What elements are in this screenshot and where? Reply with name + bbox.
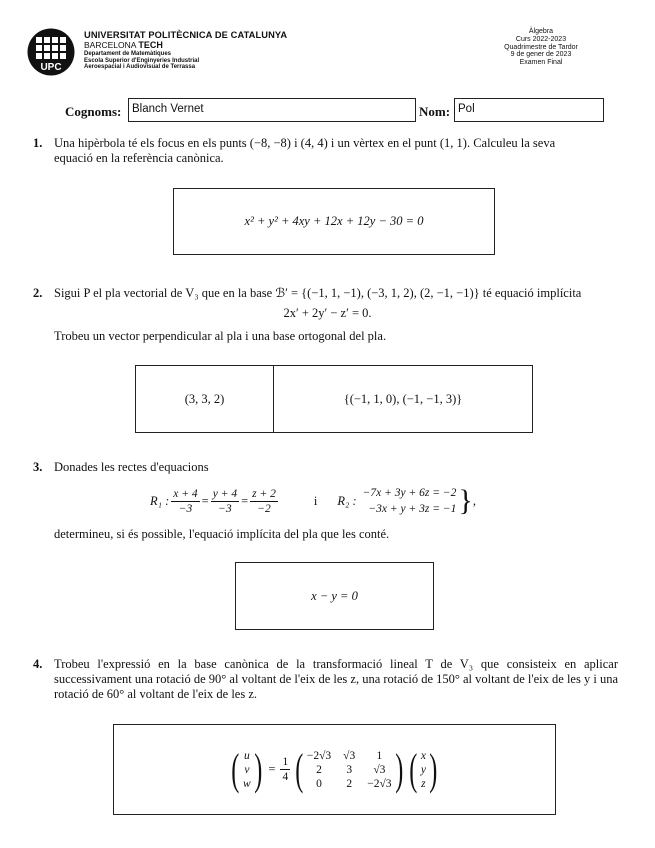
q1-text-line-1: Una hipèrbola té els focus en els punts (−8, −8) i (4, 4) i un vèrtex en el punt (1, 1). Calculeu la seva (54, 136, 556, 150)
school-line-2: Aeroespacial i Audiovisual de Terrassa (84, 64, 196, 71)
r2-label: R₂ : (337, 493, 357, 508)
name-label: Nom: (419, 104, 451, 119)
surname-label: Cognoms: (65, 104, 122, 119)
course-info (476, 28, 606, 67)
logo-text: UPC (40, 62, 62, 73)
student-info-row (0, 98, 655, 124)
q2-answer-vector-box: (3, 3, 2) (135, 365, 274, 433)
r2-eq-1: −7x + 3y + 6z = −2 (362, 487, 457, 499)
q4-matrix: −2√3 √3 1 2 3 √3 0 2 −2√3 (306, 749, 392, 790)
q1-answer-box: x² + y² + 4xy + 12x + 12y − 30 = 0 (173, 188, 495, 255)
department-name: Departament de Matemàtiques (84, 51, 172, 58)
q3-text-line-1: Donades les rectes d'equacions (54, 460, 209, 474)
q4-rhs-vector: x y z (420, 749, 426, 790)
conjunction-i: i (313, 493, 318, 508)
r2-eq-2: −3x + y + 3z = −1 (368, 503, 457, 515)
school-line-1: Escola Superior d'Enginyeries Industrial (84, 57, 200, 64)
q2-answer-basis-box: {(−1, 1, 0), (−1, −1, 3)} (273, 365, 533, 433)
name-field[interactable]: Pol (454, 98, 604, 122)
upc-logo-icon (27, 28, 75, 76)
q2-text-line-1: Sigui P el pla vectorial de V₃ que en la base ℬ′ = {(−1, 1, −1), (−3, 1, 2), (2, −1, −1)} té equació implícita (54, 286, 582, 300)
r1-frac-y: $\frac{y + 4}{-3}$ (212, 487, 238, 515)
r1-frac-z: $\frac{z + 2}{-2}$ (252, 487, 276, 515)
course-subject: Àlgebra (528, 28, 554, 35)
q2-equation: 2x′ + 2y′ − z′ = 0. (283, 306, 372, 320)
q3-answer-box: x − y = 0 (235, 562, 434, 630)
q4-answer-box: ( u v w ) = $\frac{1}{4}$ ( −2√3 √3 1 2 3 √3 0 2 −2√3 ) ( x y z ) (113, 724, 556, 815)
q4-text: Trobeu l'expressió en la base canònica de la transformació lineal T de V₃ que consisteix en aplicar successivament una rotació de 90° al voltant de l'eix de les z, una rotació de 150° al voltant de l'eix de les y i una rotació de 60° al voltant de l'eix de les z. (54, 657, 618, 701)
university-name: UNIVERSITAT POLITÈCNICA DE CATALUNYA (84, 30, 288, 40)
surname-field[interactable]: Blanch Vernet (128, 98, 416, 122)
q3-number: 3. (33, 460, 43, 474)
course-year: Curs 2022-2023 (515, 35, 567, 43)
q4-factor: $\frac{1}{4}$ (282, 756, 289, 783)
q3-lines-equations: R₁ : $\frac{x + 4}{-3}$ = $\frac{y + 4}{-3}$ = $\frac{z + 2}{-2}$ i R₂ : −7x + 3y + 6z = −2 −3x + y + 3z = −1 } , (150, 484, 476, 517)
q2-text-line-2: Trobeu un vector perpendicular al pla i una base ortogonal del pla. (54, 329, 387, 343)
q4-number: 4. (33, 657, 43, 671)
r2-system (363, 485, 457, 517)
r1-frac-x: $\frac{x + 4}{-3}$ (173, 487, 198, 515)
exam-type: Examen Final (519, 59, 563, 67)
r1-label: R₁ : (150, 493, 170, 508)
course-term: Quadrimestre de Tardor (504, 43, 578, 51)
q1-text (54, 136, 618, 166)
q3-text-line-2: determineu, si és possible, l'equació implícita del pla que les conté. (54, 527, 390, 541)
university-header (84, 30, 344, 71)
q1-text-line-2: equació en la referència canònica. (54, 151, 224, 165)
exam-date: 9 de gener de 2023 (510, 51, 572, 59)
barcelona-label: BARCELONA (84, 40, 136, 51)
q1-number: 1. (33, 136, 43, 150)
q2-number: 2. (33, 286, 43, 300)
tech-label: TECH (138, 40, 163, 51)
q4-lhs-vector: u v w (243, 749, 251, 790)
